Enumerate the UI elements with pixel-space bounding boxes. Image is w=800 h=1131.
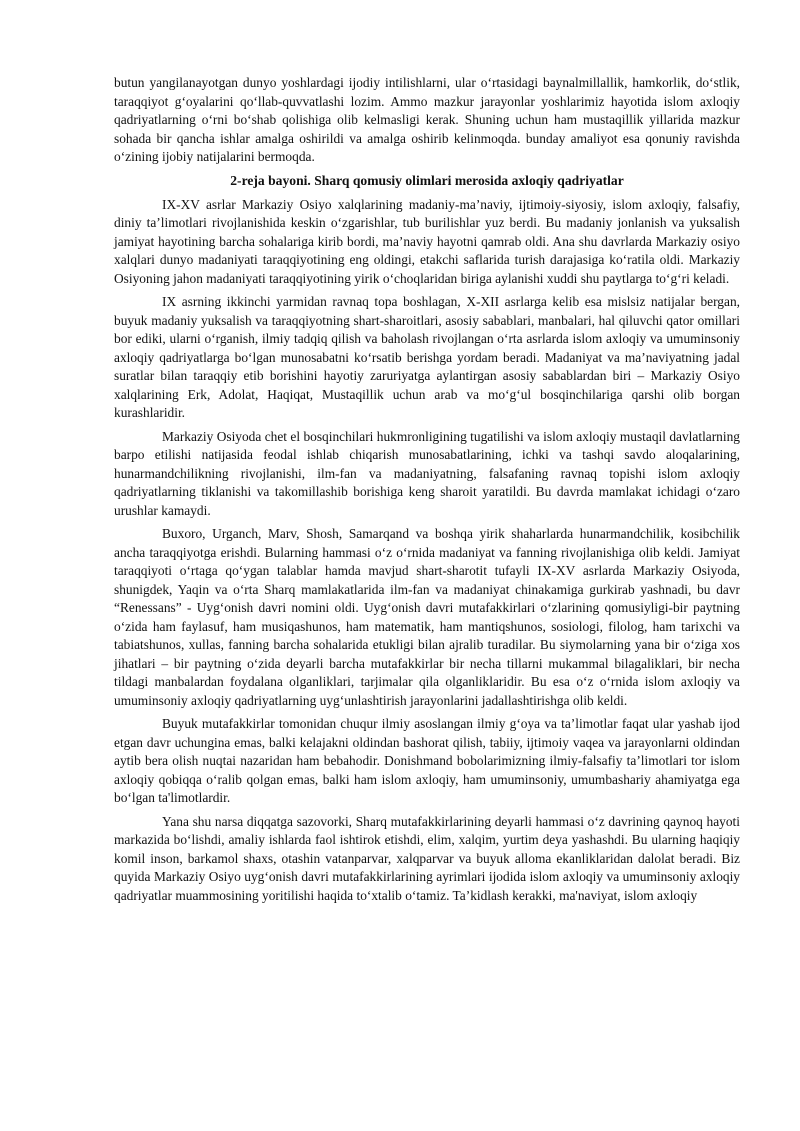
- body-paragraph: IX asrning ikkinchi yarmidan ravnaq topa boshlagan, X-XII asrlarga kelib esa mislsiz natijalar bergan, buyuk madaniy yuksalish va taraqqiyotning shart-sharoitlari, asosiy sabablari, manbalari, hal qiluvchi qator omillari bor ediki, ularni o‘rganish, ilmiy tadqiq qilish va baholash rivojlangan o‘rta asrlarda islom axloqiy va umuminsoniy axloqiy qadriyatlarga bo‘lgan munosabatni ko‘rsatib berishga yordam beradi. Madaniyat va ma’naviyatning jadal suratlar bilan taraqqiy etib borishini hayotiy zaruriyatga aylantirgan asosiy sabablardan biri – Markaziy Osiyo xalqlarining Erk, Adolat, Haqiqat, Mustaqillik uchun arab va mo‘g‘ul bosqinchilariga qarshi olib borgan kurashlaridir.: [114, 294, 740, 420]
- document-page: [114, 74, 740, 905]
- body-paragraph: Buyuk mutafakkirlar tomonidan chuqur ilmiy asoslangan ilmiy g‘oya va ta’limotlar faqat ular yashab ijod etgan davr uchungina emas, balki kelajakni oldindan bashorat qilish, tabiiy, ijtimoiy vaqea va jarayonlarni oldindan aytib bera olish nuqtai nazaridan ham bebahodir. Donishmand bobolarimizning ilmiy-falsafiy ta’limotlari tor islom axloqiy qobiqqa o‘ralib qolgan emas, balki ham islom axloqiy, ham umuminsoniy, umumbashariy ahamiyatga ega bo‘lgan ta'limotlardir.: [114, 716, 740, 805]
- intro-paragraph: butun yangilanayotgan dunyo yoshlardagi ijodiy intilishlarni, ular o‘rtasidagi baynalmillallik, hamkorlik, do‘stlik, taraqqiyot g‘oyalarini qo‘llab-quvvatlashi lozim. Ammo mazkur jarayonlar yoshlarimiz hayotida islom axloqiy qadriyatlarning o‘rni bo‘shab qolishiga olib kelmasligi kerak. Shuning uchun ham mustaqillik yillarida mazkur sohada bir qancha ishlar amalga oshirildi va amalga oshirib kelinmoqda. bunday amaliyot esa qonuniy ravishda o‘zining ijobiy natijalarini bermoqda.: [114, 75, 740, 164]
- body-paragraph: IX-XV asrlar Markaziy Osiyo xalqlarining madaniy-ma’naviy, ijtimoiy-siyosiy, islom axloqiy, falsafiy, diniy ta’limotlari rivojlanishida keskin o‘zgarishlar, tub burilishlar yuz berdi. Bu madaniy jonlanish va yuksalish jamiyat hayotining barcha sohalariga kirib bordi, ma’naviy hayotni qamrab oldi. Ana shu davrlarda Markaziy osiyo xalqlari dunyo madaniyati taraqqiyotining eng oldingi, etakchi saflarida turish darajasiga ko‘ratila oldi. Markaziy Osiyoning jahon madaniyati taraqqiyotining yirik o‘choqlaridan biriga aylanishi xuddi shu paytlarga to‘g‘ri keladi.: [114, 196, 740, 286]
- body-paragraph: Yana shu narsa diqqatga sazovorki, Sharq mutafakkirlarining deyarli hammasi o‘z davrining qaynoq hayoti markazida bo‘lishdi, amaliy ishlarda faol ishtirok etishdi, elim, xalqim, yurtim deya yashashdi. Bu ularning haqiqiy komil inson, barkamol shaxs, otashin vatanparvar, xalqparvar va buyuk alloma ekanliklaridan dalolat beradi. Biz quyida Markaziy Osiyo uyg‘onish davri mutafakkirlarining ayrimlari ijodida islom axloqiy va umuminsoniy axloqiy qadriyatlar muammosining yoritilishi haqida to‘xtalib o‘tamiz. Ta’kidlash kerakki, ma'naviyat, islom axloqiy: [114, 813, 740, 903]
- body-paragraph: Buxoro, Urganch, Marv, Shosh, Samarqand va boshqa yirik shaharlarda hunarmandchilik, kosibchilik ancha taraqqiyotga erishdi. Bularning hammasi o‘z o‘rnida madaniyat va fanning rivojlanishiga olib keldi. Jamiyat taraqqiyoti o‘rtaga qo‘ygan talablar hamda mavjud shart-sharotit tufayli IX-XV asrlarda Markaziy Osiyoda, shunigdek, Yaqin va o‘rta Sharq mamlakatlarida ilm-fan va madaniyat chinakamiga gurkirab yashnadi, bu davr “Renessans” - Uyg‘onish davri nomini oldi. Uyg‘onish davri mutafakkirlari o‘zlarining qomusiyligi-bir paytning o‘zida ham faylasuf, ham musiqashunos, ham matematik, ham mantiqshunos, sosiologi, filolog, ham tarixchi va tabiatshunos, xullas, fanning barcha sohalarida etukligi bilan ajralib turadilar. Bu siymolarning yana bir o‘ziga xos jihatlari – bir paytning o‘zida deyarli barcha mutafakkirlar bir necha tillarni mukammal bilagaliklari, bir necha tildagi manbalardan foydalana olganliklari, tarjimalar qila olganliklaridir. Bu esa o‘z o‘rnida islom axloqiy va umuminsoniy axloqiy qadriyatlarning uyg‘unlashtirish jarayonlarini jadallashtirishga olib keldi.: [114, 526, 740, 708]
- section-heading: 2-reja bayoni. Sharq qomusiy olimlari merosida axloqiy qadriyatlar: [230, 172, 624, 188]
- body-paragraph: Markaziy Osiyoda chet el bosqinchilari hukmronligining tugatilishi va islom axloqiy mustaqil davlatlarning barpo etilishi natijasida feodal ishlab chiqarish munosabatlarining, ichki va tashqi savdo aloqalarining, hunarmandchilikning rivojlanishi, ilm-fan va madaniyatning, falsafaning ravnaq topishi islom axloqiy qadriyatlarning tiklanishi va takomillashib borishiga keng sharoit yaratildi. Bu davrda mamlakat ichidagi o‘zaro urushlar kamaydi.: [114, 428, 740, 518]
